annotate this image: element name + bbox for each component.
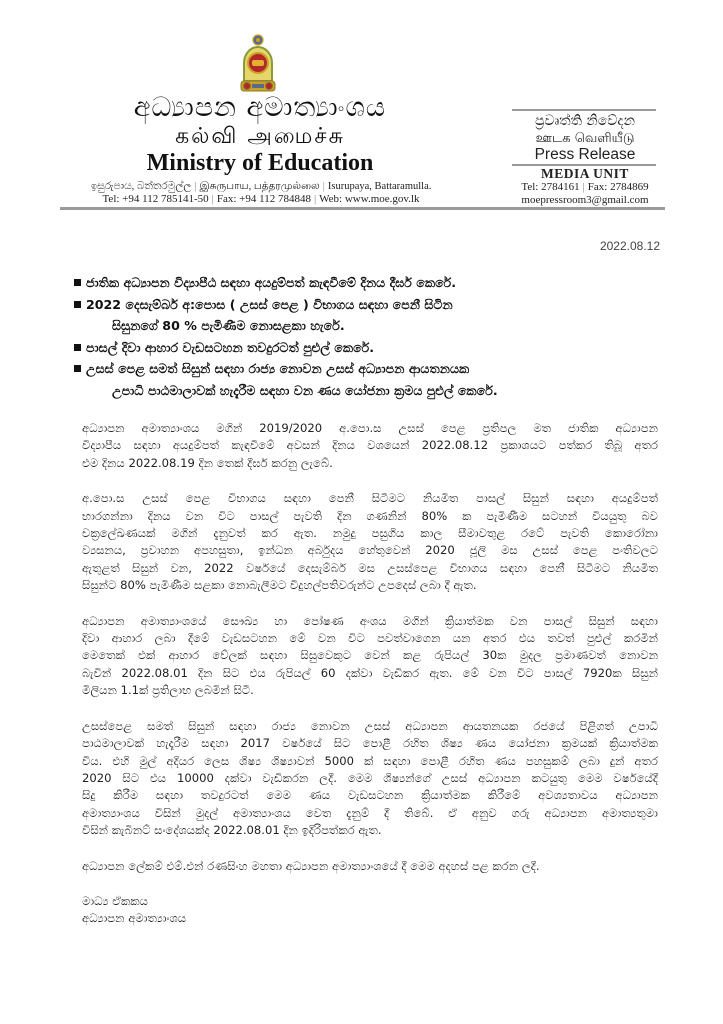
headline-item-continued xyxy=(74,380,674,402)
paragraph xyxy=(82,420,658,472)
paragraph-line: උසස්පෙළ සමත් සිසුන් සඳහා රාජ්‍ය නොවන උසස් අධ්‍යාපන ආයතනයක රජයේ පිළිගත් උපාධි xyxy=(82,718,658,733)
headline-item xyxy=(74,358,674,380)
press-box-top-rule xyxy=(512,109,656,111)
paragraph-line: සිදු කිරීම සඳහා තවදුරටත් මෙම ණය වැඩසටහන ක්‍රියාත්මක කිරීමේ අවශ්‍යතාවය අධ්‍යාපන xyxy=(82,788,658,803)
paragraph-line: විද්‍යාපීය සඳහා අයදුම්පත් කැඳවීමේ අවසන් දිනය වශයෙන් 2022.08.12 ප්‍රකාශයට පත්කර තිබූ අතර xyxy=(82,438,658,453)
ministry-name-sinhala: අධ්‍යාපන අමාත්‍යාංශය xyxy=(133,92,387,123)
ministry-tel: Tel: +94 112 785141-50 xyxy=(102,193,209,205)
headline-text: උපාධි පාඨමාලාවක් හැදැරීම සඳහා වන ණය යෝජනා ක්‍රමය පුළුල් කෙරේ. xyxy=(112,382,498,398)
address-english: Isurupaya, Battaramulla. xyxy=(327,181,432,192)
paragraph-line: ඇතුළත් සිසුන් වන, 2022 වර්ෂයේ දෙසැම්බර් මස උසස්පෙළ විභාගය සඳහා පෙනී සිටීමට නියමිත xyxy=(82,560,658,575)
release-date: 2022.08.12 xyxy=(599,239,660,253)
paragraph xyxy=(82,858,658,875)
separator: | xyxy=(582,181,585,193)
paragraph-line: විය. එහි මුල් අදියර ලෙස ශිෂ්‍ය ශිෂ්‍යාවන් 5000 ක් සඳහා පොළී රහිත ණය පහසුකම් ලබා දුන් අතර xyxy=(82,753,658,768)
paragraph-line: අධ්‍යාපන අමාත්‍යාංශයේ සෞඛ්‍ය හා පෝෂණ අංශය මගින් ක්‍රියාත්මක වන පාසල් සිසුන් සඳහා xyxy=(82,613,658,628)
paragraph xyxy=(82,613,658,700)
headline-item xyxy=(74,272,674,294)
signature-ministry: අධ්‍යාපන අමාත්‍යාංශය xyxy=(82,911,187,926)
paragraph-line: මෙතෙක් එක් ආහාර වේලක් සඳහා සිසුවෙකුට වෙන් කළ රුපියල් 30ක මුදල ප්‍රමාණවත් නොවන xyxy=(82,648,658,663)
headline-item-continued xyxy=(74,315,674,337)
signature-block xyxy=(82,893,658,928)
address-sinhala: ඉසුරුපාය, බත්තරමුල්ල xyxy=(90,181,192,192)
press-release-body xyxy=(82,420,658,928)
media-unit-fax: Fax: 2784869 xyxy=(587,181,649,193)
separator: | xyxy=(322,181,325,192)
paragraph-line: චක්‍රලේඛණයක් මගින් දැනුවත් කර ඇත. නමුදු පසුගිය කාල සීමාවතුළ රටේ පැවති කොරෝනා xyxy=(82,526,658,541)
headline-item xyxy=(74,337,674,359)
paragraph xyxy=(82,490,658,594)
bullet-icon xyxy=(74,301,81,308)
paragraph xyxy=(82,718,658,840)
press-release-english: Press Release xyxy=(534,146,636,163)
separator: | xyxy=(194,181,197,192)
paragraph-line: අධ්‍යාපන ලේකම් එම්.එන් රණසිංහ මහතා අධ්‍යාපන අමාත්‍යාංශයේ දී මෙම අදහස් පළ කරන ලදී. xyxy=(82,858,540,873)
signature-unit: මාධ්‍ය ඒකකය xyxy=(82,893,149,908)
national-emblem-icon xyxy=(238,33,278,95)
paragraph-line: අධ්‍යාපන අමාත්‍යාංශය මගින් 2019/2020 අ.පො.ස උසස් පෙළ ප්‍රතිපල මත ජාතික අධ්‍යාපන xyxy=(82,421,658,435)
headlines-list xyxy=(74,272,674,401)
bullet-icon xyxy=(74,365,81,372)
paragraph-line: බැවින් 2022.08.01 දින සිට එය රුපියල් 60 දක්වා වැඩිකර ඇත. මේ වන විට පාසල් 7920ක සිසුන් xyxy=(82,665,658,680)
media-unit-title: MEDIA UNIT xyxy=(541,166,629,181)
press-release-sinhala: ප්‍රවෘත්ති නිවේදන xyxy=(535,113,635,129)
headline-text: සිසුනගේ 80 % පැමිණීම නොසළකා හැරේ. xyxy=(112,318,345,333)
headline-item xyxy=(74,294,674,316)
ministry-web[interactable]: Web: www.moe.gov.lk xyxy=(319,193,420,205)
separator: | xyxy=(211,193,214,205)
paragraph-line: පාඨමාලාවක් හැදෑරීම සඳහා 2017 වර්ෂයේ සිට පොළී රහිත ශිෂ්‍ය ණය යෝජනා ක්‍රමයක් ක්‍රියාත්මක xyxy=(82,736,658,751)
paragraph-line: ව්‍යසනය, ප්‍රවාහන අපහසුතා, ඉන්ධන අර්බුදය හේතුවෙන් 2020 ජූලි මස උසස් පෙළ පංතිවලට xyxy=(82,543,658,558)
paragraph-line: අ.පො.ස උසස් පෙළ විභාගය සඳහා පෙනී සිටීමට නියමිත පාසල් සිසුන් සඳහා අයදුම්පත් xyxy=(82,491,658,506)
media-unit-tel: Tel: 2784161 xyxy=(521,181,580,193)
paragraph-line: එම දිනය 2022.08.19 දින තෙක් දීර්ඝ කරනු ලැබේ. xyxy=(82,455,333,470)
address-line xyxy=(56,180,466,193)
paragraph-line: දිවා ආහාර ලබා දීමේ වැඩසටහන මේ වන විට පවත්වාගෙන යන අතර එය තවත් පුළුල් කරමින් xyxy=(82,631,658,646)
headline-text: 2022 දෙසැම්බර් අ:පොස ( උසස් පෙළ ) විභාගය සඳහා පෙනී සිටින xyxy=(86,296,453,312)
bullet-icon xyxy=(74,279,81,286)
separator: | xyxy=(313,193,317,205)
press-release-tamil: ஊடக வெளியீடு xyxy=(535,131,635,146)
headline-text: උසස් පෙළ සමත් සිසුන් සඳහා රාජ්‍ය නොවන උසස් අධ්‍යාපන ආයතනයක xyxy=(86,361,470,376)
address-tamil: இசுருபாய, பத்தரமுல்லை xyxy=(199,181,320,192)
paragraph-line: 2020 සිට එය 10000 දක්වා වැඩිකරන ලදී. මෙම ශිෂ්‍යන්ගේ උසස් අධ්‍යාපන කටයුතු මෙම වර්ෂයේදී xyxy=(82,770,658,785)
bullet-icon xyxy=(74,344,81,351)
headline-text: පාසල් දිවා ආහාර වැඩසටහන තවදුරටත් පුළුල් කෙරේ. xyxy=(86,339,375,355)
paragraph-line: භාරගන්නා දිනය වන විට පාසල් පැවති දින ගණනින් 80% ක පැමිණීම සටහන් වියයුතු බව xyxy=(82,508,658,523)
paragraph-line: මිලියන 1.1ක් ප්‍රතිලාභ ලබමින් සිටී. xyxy=(82,683,254,698)
ministry-name-tamil: கல்வி அமைச்சு xyxy=(175,124,345,149)
paragraph-line: අමාත්‍යාංශය විසින් මුදල් අමාත්‍යාංශය වෙත දැනුම් දී තිබේ. ඒ අනුව ගරු අධ්‍යාපන අමාත්‍යතුමා xyxy=(82,805,658,820)
headline-text: ජාතික අධ්‍යාපන විද්‍යාපීඨ සඳහා අයදුම්පත් කැඳවීමේ දිනය දීර්ඝ කෙරේ. xyxy=(86,275,457,290)
media-unit-email[interactable]: moepressroom3@gmail.com xyxy=(521,194,649,206)
header-divider xyxy=(60,207,665,210)
ministry-name-english: Ministry of Education xyxy=(146,150,374,176)
contact-line xyxy=(56,193,466,206)
ministry-fax: Fax: +94 112 784848 xyxy=(216,193,311,205)
paragraph-line: විසින් කැබිනට් සංදේශයක්ද 2022.08.01 දින ඉදිරිපත්කර ඇත. xyxy=(82,823,382,838)
media-unit-contact xyxy=(494,181,676,194)
paragraph-line: සිසුන්ට 80% පැමිණීම සළකා නොබැලීමට විදුහල්පතිවරුන්ට උපදෙස් ලබා දී ඇත. xyxy=(82,578,477,593)
